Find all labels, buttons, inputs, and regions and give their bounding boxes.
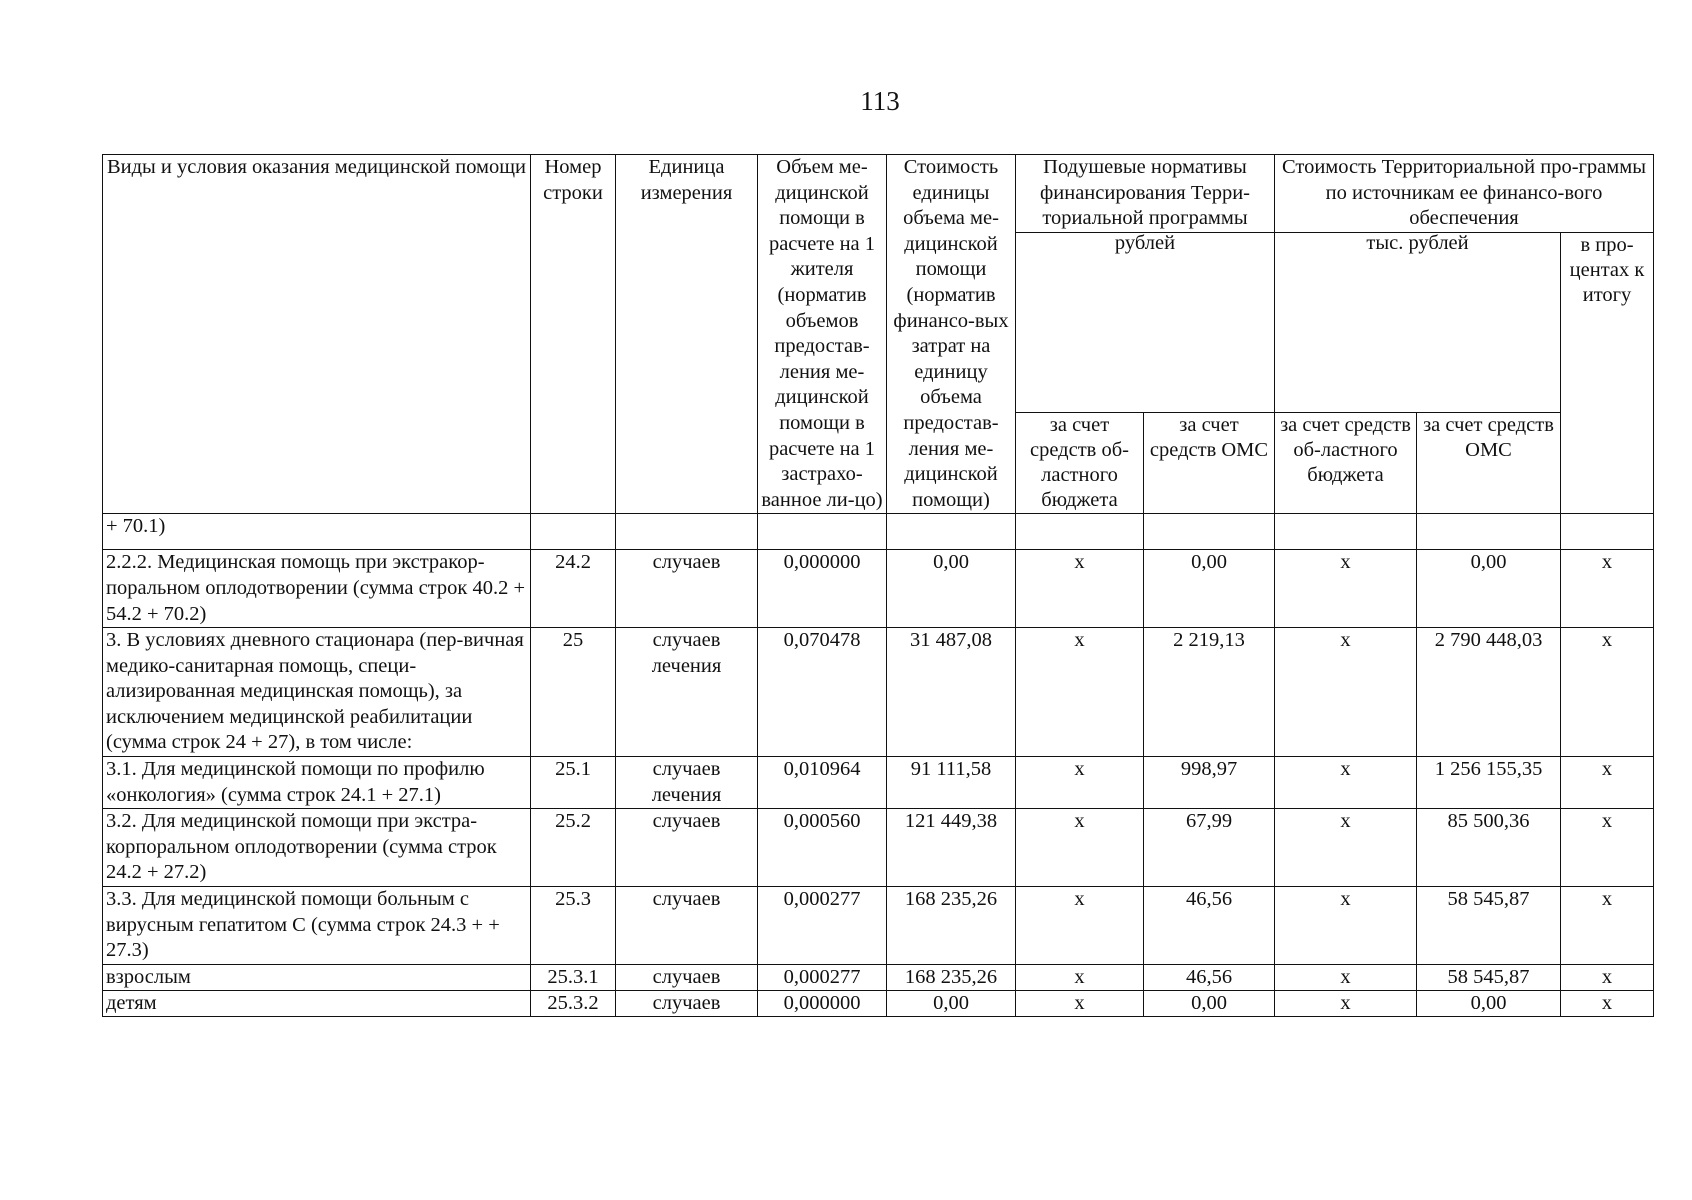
cell-row-number: 25.3	[531, 887, 616, 965]
cell-kind: + 70.1)	[103, 514, 531, 550]
cell-norm-budget: х	[1016, 628, 1144, 757]
cell-total-budget: х	[1275, 809, 1417, 887]
cell-kind: 3.3. Для медицинской помощи больным с вирусным гепатитом С (сумма строк 24.3 + + 27.3)	[103, 887, 531, 965]
cell-volume: 0,000560	[758, 809, 887, 887]
cell-total-budget	[1275, 514, 1417, 550]
cell-total-oms: 58 545,87	[1417, 887, 1561, 965]
cell-percent: х	[1561, 628, 1654, 757]
table-row	[103, 990, 1654, 1016]
cell-total-budget: х	[1275, 990, 1417, 1016]
header-volume: Объем ме-дицинской помощи в расчете на 1 жителя (норматив объемов предостав-ления ме-дицинской помощи в расчете на 1 застрахо-ванное ли-цо)	[758, 155, 887, 514]
cell-unit: случаев	[616, 809, 758, 887]
table-row	[103, 628, 1654, 757]
table-row	[103, 887, 1654, 965]
header-thousand-rubles: тыс. рублей	[1275, 232, 1561, 413]
header-total-oms: за счет средств ОМС	[1417, 413, 1561, 514]
table-row	[103, 964, 1654, 990]
cell-unit-cost: 91 111,58	[887, 757, 1016, 809]
cell-norm-oms: 998,97	[1144, 757, 1275, 809]
cell-total-oms: 0,00	[1417, 550, 1561, 628]
header-per-capita-norms: Подушевые нормативы финансирования Терри-ториальной программы	[1016, 155, 1275, 233]
cell-total-budget: х	[1275, 628, 1417, 757]
cell-norm-budget: х	[1016, 757, 1144, 809]
cell-total-budget: х	[1275, 964, 1417, 990]
header-norm-oms: за счет средств ОМС	[1144, 413, 1275, 514]
cell-norm-budget: х	[1016, 809, 1144, 887]
cell-unit-cost: 0,00	[887, 990, 1016, 1016]
cell-norm-budget: х	[1016, 964, 1144, 990]
cell-percent: х	[1561, 809, 1654, 887]
table-row	[103, 514, 1654, 550]
cell-volume: 0,000000	[758, 550, 887, 628]
cell-kind: 3. В условиях дневного стационара (пер-вичная медико-санитарная помощь, специ-ализированная медицинская помощь), за исключением медицинской реабилитации (сумма строк 24 + 27), в том числе:	[103, 628, 531, 757]
table-row	[103, 757, 1654, 809]
header-row-number: Номер строки	[531, 155, 616, 514]
cell-norm-oms: 46,56	[1144, 887, 1275, 965]
cell-norm-oms: 0,00	[1144, 550, 1275, 628]
cell-row-number: 25.3.2	[531, 990, 616, 1016]
cell-total-budget: х	[1275, 757, 1417, 809]
cell-volume: 0,010964	[758, 757, 887, 809]
cell-row-number: 25.1	[531, 757, 616, 809]
cell-row-number	[531, 514, 616, 550]
header-norm-region-budget: за счет средств об-ластного бюджета	[1016, 413, 1144, 514]
cell-total-oms: 0,00	[1417, 990, 1561, 1016]
cell-unit: случаев	[616, 990, 758, 1016]
cell-unit-cost: 31 487,08	[887, 628, 1016, 757]
header-unit-cost: Стоимость единицы объема ме-дицинской помощи (норматив финансо-вых затрат на единицу объема предостав-ления ме-дицинской помощи)	[887, 155, 1016, 514]
cell-norm-budget	[1016, 514, 1144, 550]
table-row	[103, 550, 1654, 628]
cell-row-number: 25	[531, 628, 616, 757]
cell-percent: х	[1561, 757, 1654, 809]
cell-total-budget: х	[1275, 550, 1417, 628]
cell-total-budget: х	[1275, 887, 1417, 965]
cell-percent: х	[1561, 964, 1654, 990]
header-row-1	[103, 155, 1654, 233]
cell-unit-cost	[887, 514, 1016, 550]
cell-total-oms: 1 256 155,35	[1417, 757, 1561, 809]
header-kind: Виды и условия оказания медицинской помощи	[103, 155, 531, 514]
cell-norm-oms: 67,99	[1144, 809, 1275, 887]
cell-kind: взрослым	[103, 964, 531, 990]
cell-unit	[616, 514, 758, 550]
cell-total-oms: 85 500,36	[1417, 809, 1561, 887]
cell-percent	[1561, 514, 1654, 550]
cell-kind: 3.1. Для медицинской помощи по профилю «онкология» (сумма строк 24.1 + 27.1)	[103, 757, 531, 809]
cell-kind: 2.2.2. Медицинская помощь при экстракор-поральном оплодотворении (сумма строк 40.2 + 54.2 + 70.2)	[103, 550, 531, 628]
cell-norm-oms	[1144, 514, 1275, 550]
cell-kind: детям	[103, 990, 531, 1016]
cell-unit-cost: 168 235,26	[887, 964, 1016, 990]
medical-care-table	[102, 154, 1654, 1017]
cell-volume: 0,000000	[758, 990, 887, 1016]
cell-norm-oms: 0,00	[1144, 990, 1275, 1016]
cell-norm-budget: х	[1016, 887, 1144, 965]
cell-row-number: 25.3.1	[531, 964, 616, 990]
header-rubles: рублей	[1016, 232, 1275, 413]
cell-norm-oms: 46,56	[1144, 964, 1275, 990]
cell-norm-budget: х	[1016, 990, 1144, 1016]
cell-total-oms: 2 790 448,03	[1417, 628, 1561, 757]
cell-volume: 0,070478	[758, 628, 887, 757]
cell-norm-oms: 2 219,13	[1144, 628, 1275, 757]
cell-percent: х	[1561, 550, 1654, 628]
cell-percent: х	[1561, 990, 1654, 1016]
cell-row-number: 25.2	[531, 809, 616, 887]
header-unit: Единица измерения	[616, 155, 758, 514]
cell-row-number: 24.2	[531, 550, 616, 628]
table-row	[103, 809, 1654, 887]
cell-volume	[758, 514, 887, 550]
cell-unit-cost: 168 235,26	[887, 887, 1016, 965]
cell-unit: случаев лечения	[616, 757, 758, 809]
cell-unit-cost: 0,00	[887, 550, 1016, 628]
cell-volume: 0,000277	[758, 964, 887, 990]
cell-kind: 3.2. Для медицинской помощи при экстра-корпоральном оплодотворении (сумма строк 24.2 + 27.2)	[103, 809, 531, 887]
cell-norm-budget: х	[1016, 550, 1144, 628]
cell-unit: случаев	[616, 550, 758, 628]
cell-unit: случаев	[616, 964, 758, 990]
header-program-cost: Стоимость Территориальной про-граммы по источникам ее финансо-вого обеспечения	[1275, 155, 1654, 233]
cell-percent: х	[1561, 887, 1654, 965]
header-percent: в про-центах к итогу	[1561, 232, 1654, 514]
page-number: 113	[860, 86, 900, 116]
cell-unit: случаев лечения	[616, 628, 758, 757]
cell-volume: 0,000277	[758, 887, 887, 965]
cell-total-oms: 58 545,87	[1417, 964, 1561, 990]
cell-total-oms	[1417, 514, 1561, 550]
header-total-region-budget: за счет средств об-ластного бюджета	[1275, 413, 1417, 514]
cell-unit: случаев	[616, 887, 758, 965]
cell-unit-cost: 121 449,38	[887, 809, 1016, 887]
